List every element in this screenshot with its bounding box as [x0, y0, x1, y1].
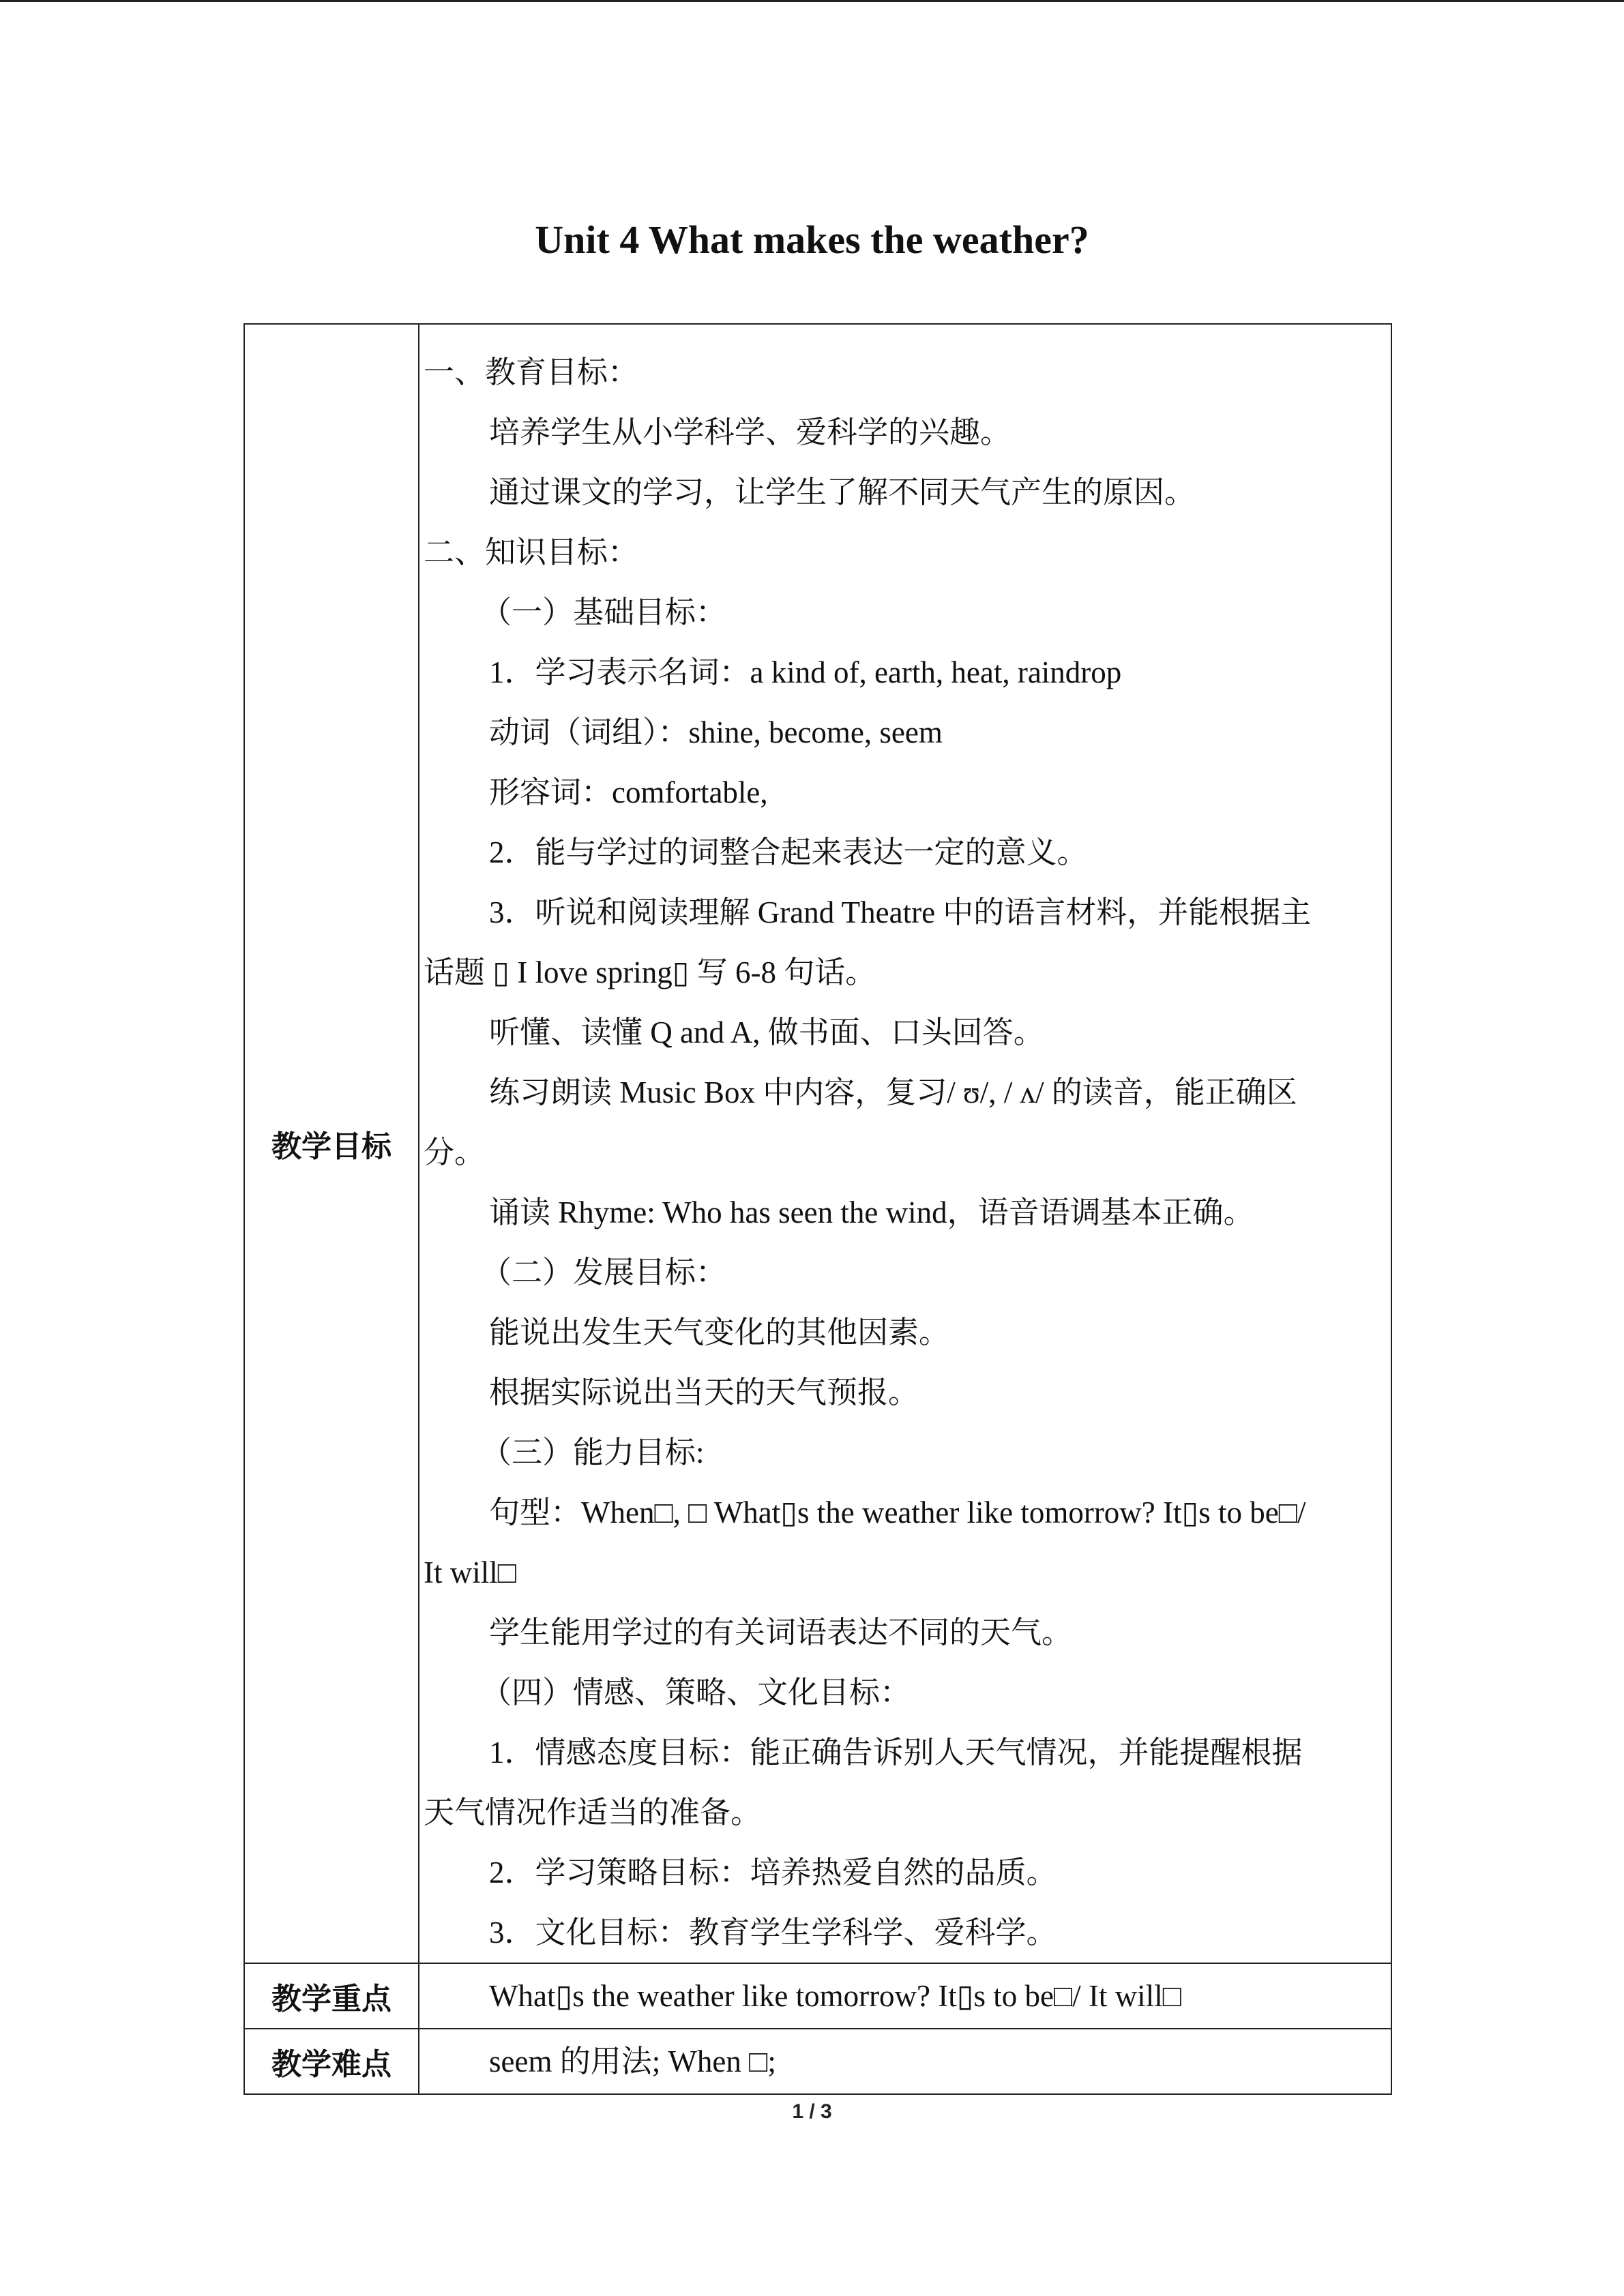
objective-line: 通过课文的学习，让学生了解不同天气产生的原因。: [489, 475, 1196, 509]
objectives-label: 教学目标: [244, 324, 419, 1963]
objective-line: 1．学习表示名词：a kind of, earth, heat, raindrop: [489, 655, 1122, 689]
objective-line: 1．情感态度目标：能正确告诉别人天气情况，并能提醒根据: [489, 1735, 1303, 1770]
objective-line: （三）能力目标:: [481, 1435, 705, 1470]
objective-line: （二）发展目标：: [481, 1255, 727, 1289]
objective-line: 话题 ▯ I love spring▯ 写 6-8 句话。: [424, 955, 876, 989]
objective-line: 练习朗读 Music Box 中内容，复习/ ʊ/, / ʌ/ 的读音，能正确区: [489, 1075, 1297, 1109]
objective-line: It will□: [424, 1555, 516, 1590]
objective-line: 诵读 Rhyme: Who has seen the wind，语音语调基本正确。: [489, 1195, 1254, 1229]
objectives-content: [419, 324, 1391, 1963]
table-row-difficult-points: [244, 2029, 1391, 2094]
objective-line: 能说出发生天气变化的其他因素。: [489, 1315, 950, 1350]
objective-line: 根据实际说出当天的天气预报。: [489, 1375, 919, 1410]
key-points-content: [419, 1963, 1391, 2029]
objective-line: （一）基础目标：: [481, 595, 727, 629]
difficult-points-content: [419, 2029, 1391, 2094]
difficult-points-text: seem 的用法; When □;: [489, 2044, 776, 2078]
lesson-plan-table: [243, 323, 1392, 2095]
objective-line: 3．听说和阅读理解 Grand Theatre 中的语言材料，并能根据主: [489, 895, 1312, 929]
objective-line: 学生能用学过的有关词语表达不同的天气。: [489, 1615, 1073, 1650]
objective-line: 2．能与学过的词整合起来表达一定的意义。: [489, 835, 1088, 869]
table-row-objectives: [244, 324, 1391, 1963]
objective-line: 3．文化目标：教育学生学科学、爱科学。: [489, 1915, 1057, 1950]
page-top-border: [0, 0, 1624, 2]
objective-line: 形容词：comfortable,: [489, 775, 768, 809]
key-points-text: What▯s the weather like tomorrow? It▯s to be□/ It will□: [489, 1979, 1181, 2013]
objective-line: 分。: [424, 1135, 486, 1169]
table-row-key-points: [244, 1963, 1391, 2029]
objective-line: 天气情况作适当的准备。: [424, 1795, 762, 1830]
objective-line: 培养学生从小学科学、爱科学的兴趣。: [489, 415, 1012, 449]
page-number: 1 / 3: [792, 2100, 832, 2123]
objective-line: （四）情感、策略、文化目标：: [481, 1675, 911, 1710]
objective-line: 一、教育目标：: [424, 355, 639, 389]
difficult-points-label: 教学难点: [244, 2029, 419, 2094]
objective-line: 听懂、读懂 Q and A, 做书面、口头回答。: [489, 1015, 1044, 1049]
objectives-lines: [424, 325, 1388, 1963]
key-points-label: 教学重点: [244, 1963, 419, 2029]
objective-line: 二、知识目标：: [424, 535, 639, 569]
objective-line: 句型：When□, □ What▯s the weather like tomorrow? It▯s to be□/: [489, 1495, 1306, 1530]
document-title: Unit 4 What makes the weather?: [535, 218, 1089, 262]
objective-line: 动词（词组）：shine, become, seem: [489, 715, 943, 749]
objective-line: 2．学习策略目标：培养热爱自然的品质。: [489, 1855, 1057, 1890]
